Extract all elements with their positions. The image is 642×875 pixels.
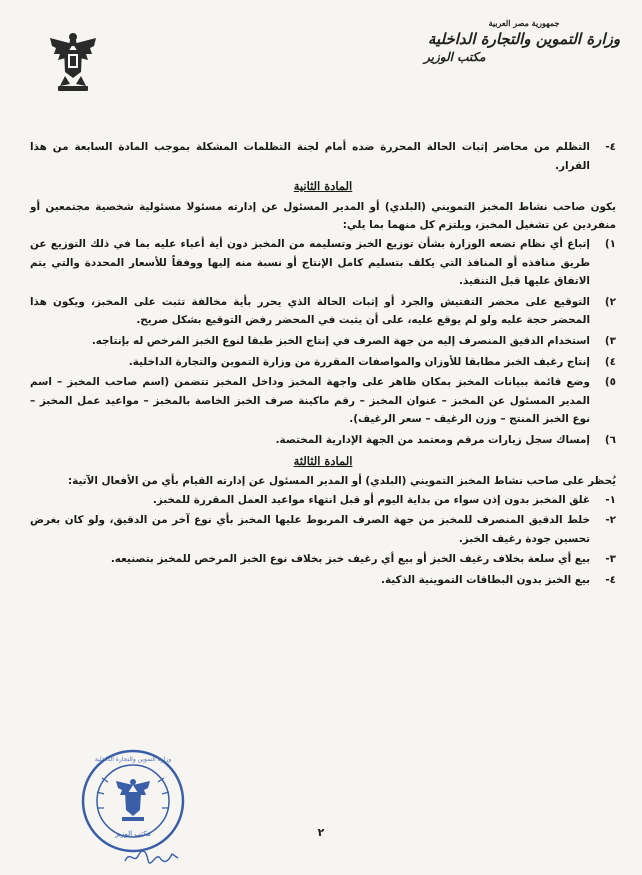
list-item	[30, 431, 616, 450]
article-3-heading: المادة الثالثة	[293, 453, 353, 468]
list-item	[30, 511, 616, 548]
eagle-emblem-icon	[48, 30, 98, 94]
item-number: ١)	[604, 237, 616, 250]
item-text: خلط الدقيق المنصرف للمخبز من جهة الصرف المربوط عليها المخبز بأي نوع آخر من الدقيق، ولو كان بغرض تحسين جودة رغيف الخبز.	[30, 514, 590, 545]
item-text: إمساك سجل زيارات مرقم ومعتمد من الجهة الإدارية المختصة.	[275, 433, 590, 446]
item-number: ٣)	[604, 334, 616, 347]
item-number: ٤)	[604, 355, 616, 368]
item-text: التظلم من محاضر إثبات الحالة المحررة ضده أمام لجنة التظلمات المشكلة بموجب المادة السابعة من هذا القرار.	[30, 141, 590, 172]
item-text: بيع الخبز بدون البطاقات التموينية الذكية.	[381, 574, 590, 587]
list-item	[30, 293, 616, 330]
office-name: مكتب الوزير	[424, 50, 486, 64]
item-number: ٤-	[605, 574, 616, 587]
document-body	[30, 138, 616, 592]
list-item	[30, 491, 616, 510]
item-text: استخدام الدقيق المنصرف إليه من جهة الصرف في إنتاج الخبز طبقا لنوع الخبز المرخص له بإنتاجه.	[91, 334, 590, 347]
item-text: التوقيع على محضر التفتيش والجرد أو إثبات الحالة الذي يحرر بأية مخالفة تثبت على المخبز، ويكون هذا المحضر حجة عليه ولو لم يوقع عليه، على أن يثبت في المحضر رفض التوقيع بشكل صريح.	[30, 295, 590, 327]
item-text: وضع قائمة ببيانات المخبز بمكان ظاهر على واجهة المخبز وداخل المخبز تتضمن (اسم صاحب المخبز – اسم المدير المسئول عن المخبز – عنوان المخبز – رقم ماكينة صرف الخبز الخاصة بالمخبز – مواعيد عمل المخبز – نوع الخبز المنتج – وزن الرغيف – سعر الرغيف).	[30, 376, 590, 426]
item-text: إنتاج رغيف الخبز مطابقا للأوزان والمواصفات المقررة من وزارة التموين والتجارة الداخلية.	[128, 355, 590, 368]
signature-icon	[122, 846, 182, 868]
article-2-intro: يكون صاحب نشاط المخبز التمويني (البلدي) أو المدير المسئول عن إدارته مسئولا مسئولية شخصية مجتمعين أو منفردين عن تشغيل المخبز، ويلتزم كل منهما بما يلي:	[30, 200, 616, 232]
list-item	[30, 373, 616, 429]
item-number: ٢)	[604, 295, 616, 308]
item-number: ١-	[605, 493, 616, 506]
list-item	[30, 550, 616, 569]
list-item	[30, 353, 616, 372]
list-item	[30, 571, 616, 590]
intro-list-item	[30, 138, 616, 175]
list-item	[30, 235, 616, 291]
item-number: ٥)	[604, 376, 616, 389]
list-item	[30, 332, 616, 351]
item-text: إتباع أي نظام تضعه الوزارة بشأن توزيع الخبز وتسليمه من المخبز دون أية أعباء عليه بما في ذلك التوزيع عن طريق منافذه أو المنافذ التي يكلف بتسليم كامل الإنتاج أو نسبة منه إليها ووفقاً للأسعار المحددة والتي يتم الاتفاق عليها قبل التنفيذ.	[30, 237, 590, 288]
republic-name: جمهورية مصر العربية	[488, 18, 560, 28]
seal-ministry-text: وزارة التموين والتجارة الداخلية	[94, 756, 172, 763]
item-number: ٢-	[605, 514, 616, 527]
article-2-heading: المادة الثانية	[293, 179, 353, 194]
item-text: بيع أي سلعة بخلاف رغيف الخبز أو بيع أي رغيف خبز بخلاف نوع الخبز المرخص للمخبز بتصنيعه.	[110, 553, 590, 566]
item-text: غلق المخبز بدون إذن سواء من بداية اليوم أو قبل انتهاء مواعيد العمل المقررة للمخبز.	[152, 493, 590, 506]
seal-office-text: مكتب الوزير	[115, 830, 151, 838]
item-number: ٦)	[604, 433, 616, 446]
item-number: ٤-	[605, 141, 616, 153]
article-3-intro: يُحظر على صاحب نشاط المخبز التمويني (البلدي) أو المدير المسئول عن إدارته القيام بأي من الأفعال الآتية:	[67, 475, 616, 488]
item-number: ٣-	[605, 553, 616, 566]
page-number: ٢	[317, 826, 325, 839]
ministry-letterhead	[424, 18, 624, 64]
ministry-name: وزارة التموين والتجارة الداخلية	[427, 30, 621, 48]
